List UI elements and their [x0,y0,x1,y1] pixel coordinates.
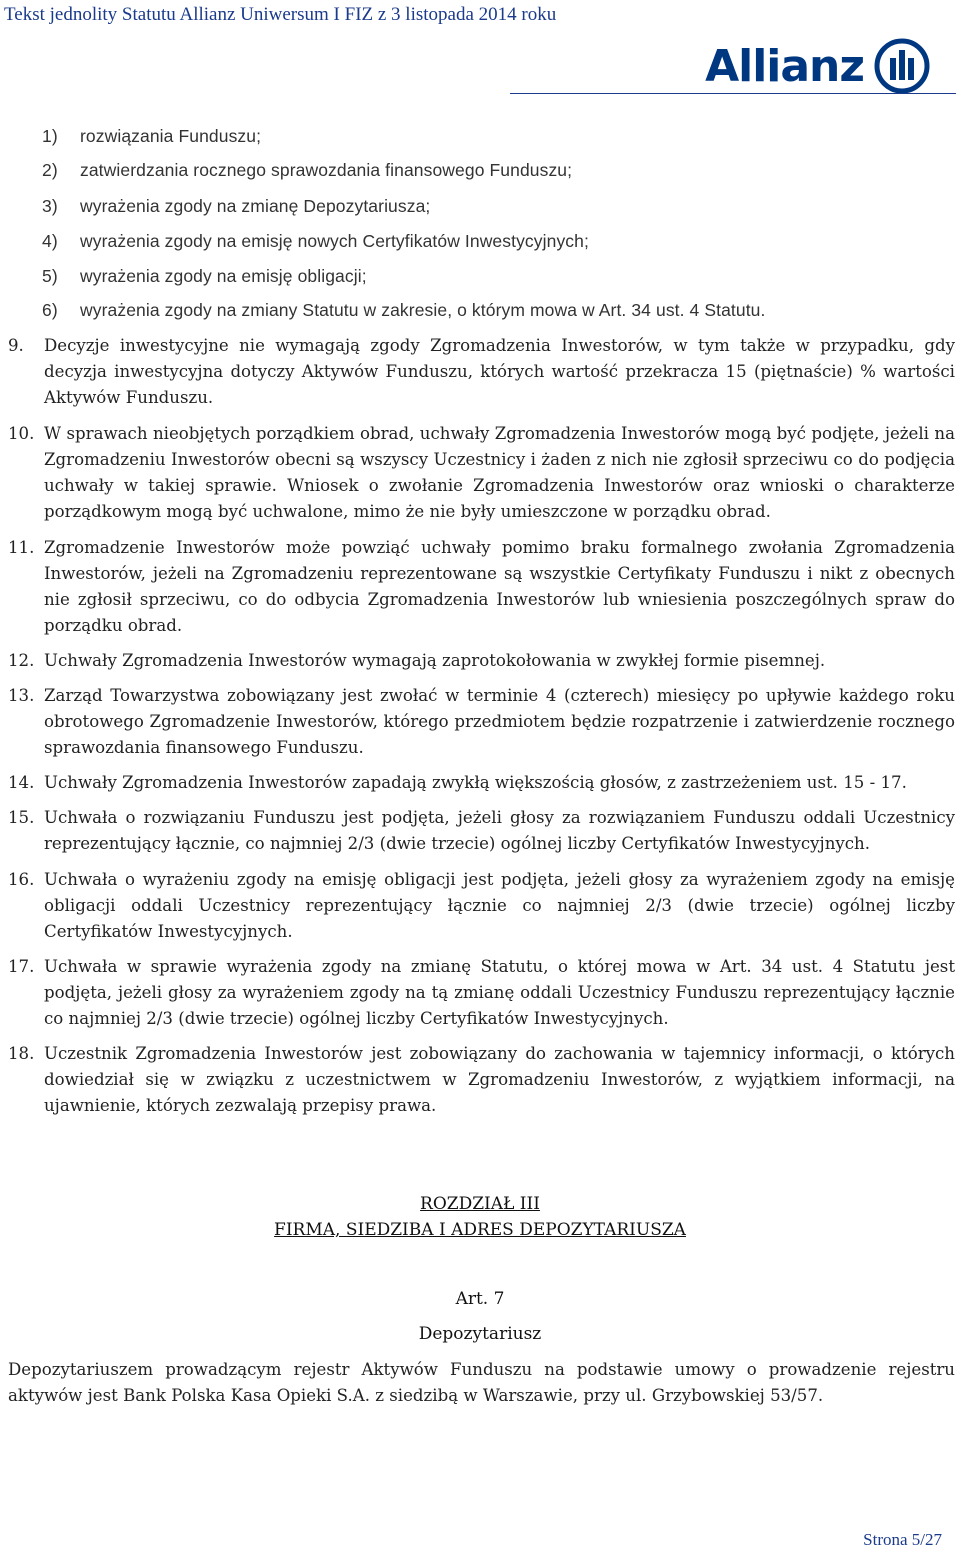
paragraph-14: 14. Uchwały Zgromadzenia Inwestorów zapadają zwykłą większością głosów, z zastrzeżeniem ust. 15 - 17. [8,773,907,792]
list-item: 1) rozwiązania Funduszu; [42,126,262,146]
paragraph-12: 12. Uchwały Zgromadzenia Inwestorów wymagają zaprotokołowania w zwykłej formie pisemnej. [8,651,826,670]
list-item: 6) wyrażenia zgody na zmiany Statutu w zakresie, o którym mowa w Art. 34 ust. 4 Statutu. [42,300,766,320]
logo-wordmark: Allianz [705,40,864,92]
document-title: Tekst jednolity Statutu Allianz Uniwersum I FIZ z 3 listopada 2014 roku [4,4,557,25]
paragraph-11: 11. Zgromadzenie Inwestorów może powziąć uchwały pomimo braku formalnego zwołania Zgromadzenia Inwestorów, jeżeli na Zgromadzeniu reprezentowane są wszystkie Certyfikaty Funduszu i nikt z obecnych nie zgłosił sprzeciwu, co do odbycia Zgromadzenia Inwestorów lub wniesienia poszczególnych spraw do porządku obrad. [8,538,955,635]
article-heading: Depozytariusz [418,1324,542,1344]
list-item: 3) wyrażenia zgody na zmianę Depozytariusza; [42,196,431,216]
allianz-logo [705,38,930,94]
chapter-title: ROZDZIAŁ III [420,1194,540,1214]
paragraph-9: 9. Decyzje inwestycyjne nie wymagają zgody Zgromadzenia Inwestorów, w tym także w przypadku, gdy decyzja inwestycyjna dotyczy Aktywów Funduszu, których wartość przekracza 15 (piętnaście) % wartości Aktywów Funduszu. [8,336,955,407]
article-number: Art. 7 [455,1289,505,1309]
article-body: Depozytariuszem prowadzącym rejestr Aktywów Funduszu na podstawie umowy o prowadzenie rejestru aktywów jest Bank Polska Kasa Opieki S.A. z siedzibą w Warszawie, przy ul. Grzybowskiej 53/57. [8,1360,955,1405]
page-number: Strona 5/27 [863,1530,942,1549]
header-divider [510,93,956,94]
paragraph-10: 10. W sprawach nieobjętych porządkiem obrad, uchwały Zgromadzenia Inwestorów mogą być podjęte, jeżeli na Zgromadzeniu Inwestorów obecni są wszyscy Uczestnicy i żaden z nich nie zgłosił sprzeciwu co do podjęcia uchwały w takiej sprawie. Wniosek o zwołanie Zgromadzenia Inwestorów oraz wnioski o charakterze porządkowym mogą być uchwalone, mimo że nie były umieszczone w porządku obrad. [8,424,955,521]
chapter-subtitle: FIRMA, SIEDZIBA I ADRES DEPOZYTARIUSZA [274,1220,686,1240]
paragraph-16: 16. Uchwała o wyrażeniu zgody na emisję obligacji jest podjęta, jeżeli głosy za wyrażeniem zgody na emisję obligacji oddali Uczestnicy reprezentujący łącznie co najmniej 2/3 (dwie trzecie) ogólnej liczby Certyfikatów Inwestycyjnych. [8,870,955,941]
list-item: 5) wyrażenia zgody na emisję obligacji; [42,266,367,286]
paragraph-18: 18. Uczestnik Zgromadzenia Inwestorów jest zobowiązany do zachowania w tajemnicy informacji, o których dowiedział się w związku z uczestnictwem w Zgromadzeniu Inwestorów, z wyjątkiem informacji, na ujawnienie, których zezwalają przepisy prawa. [8,1044,955,1115]
allianz-eagle-icon [874,38,930,94]
paragraph-13: 13. Zarząd Towarzystwa zobowiązany jest zwołać w terminie 4 (czterech) miesięcy po upływie każdego roku obrotowego Zgromadzenie Inwestorów, którego przedmiotem będzie rozpatrzenie i zatwierdzenie rocznego sprawozdania finansowego Funduszu. [8,686,955,757]
paragraph-17: 17. Uchwała w sprawie wyrażenia zgody na zmianę Statutu, o której mowa w Art. 34 ust. 4 Statutu jest podjęta, jeżeli głosy za wyrażeniem zgody na tą zmianę oddali Uczestnicy Funduszu reprezentujący łącznie co najmniej 2/3 (dwie trzecie) ogólnej liczby Certyfikatów Inwestycyjnych. [8,957,955,1028]
paragraph-15: 15. Uchwała o rozwiązaniu Funduszu jest podjęta, jeżeli głosy za rozwiązaniem Funduszu oddali Uczestnicy reprezentujący łącznie, co najmniej 2/3 (dwie trzecie) ogólnej liczby Certyfikatów Inwestycyjnych. [8,808,955,853]
list-item: 2) zatwierdzania rocznego sprawozdania finansowego Funduszu; [42,160,573,180]
list-item: 4) wyrażenia zgody na emisję nowych Certyfikatów Inwestycyjnych; [42,231,589,251]
